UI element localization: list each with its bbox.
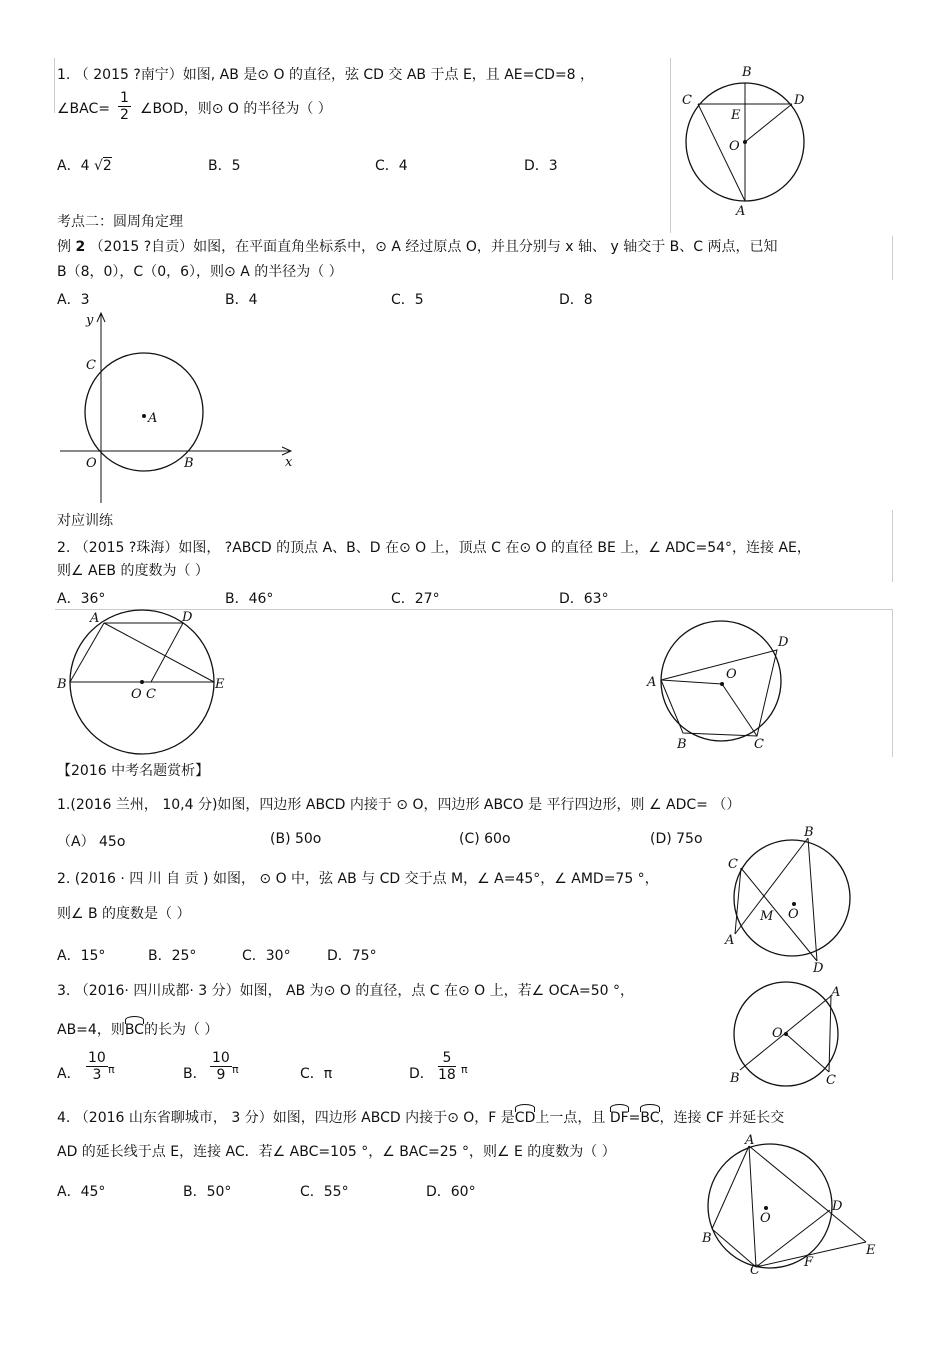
label-o: O [760,1211,771,1226]
q2-option-c: C．27° [391,591,440,607]
p4-option-b: B．50° [183,1184,232,1200]
label-d: D [794,93,805,108]
q2-figure-2 [646,618,796,758]
fraction-numerator: 10 [212,1050,230,1066]
fraction-denominator: 9 [216,1067,226,1083]
divider-line [54,58,55,113]
label-f: F [804,1255,814,1270]
label-b: B [57,677,67,692]
circle-a [85,353,203,471]
label-o: O [788,907,799,922]
segment-ac [749,1146,756,1267]
label-a: A [831,985,841,1000]
quad-abcd [661,650,777,736]
q1-line1: 1. （ 2015 ?南宁）如图, AB 是⊙ O 的直径，弦 CD 交 AB 于点 E，且 AE=CD=8 ， [57,67,595,83]
divider-line [892,510,893,582]
label-o: O [131,687,142,702]
ex2-option-c: C．5 [391,292,424,308]
p3-option-b-prefix: B． [183,1066,207,1082]
p1-option-a: （A） 45o [57,834,126,850]
label-c: C [728,857,738,872]
label-d: D [813,961,824,976]
label-o: O [772,1026,783,1041]
q2-line2: 则∠ AEB 的度数为（ ） [57,563,209,579]
label-c: C [682,93,692,108]
sqrt-symbol: √ [93,158,103,174]
q1-option-c: C．4 [375,158,408,174]
label-a: A [745,1133,755,1148]
sqrt-radicand: 2 [102,158,112,174]
label-a: A [148,411,158,426]
circle-o [734,840,850,956]
p2-figure [722,825,854,976]
p4-line1-b: 上一点，且 [535,1110,606,1126]
p4-line1-equals: = [628,1110,641,1126]
p4-line2: AD 的延长线于点 E，连接 AC．若∠ ABC=105 °，∠ BAC=25 °，则∠ E 的度数为（ ） [57,1144,616,1160]
divider-line [892,236,893,280]
label-e: E [215,677,225,692]
fraction-denominator: 2 [120,107,129,123]
label-o: O [729,139,740,154]
label-b: B [677,737,687,752]
section-2016: 【2016 中考名题赏析】 [57,763,210,779]
ex2-option-d: D．8 [559,292,593,308]
p2-option-d: D．75° [327,948,377,964]
label-d: D [778,635,789,650]
q2-line1: 2. （2015 ?珠海）如图， ?ABCD 的顶点 A、B、D 在⊙ O 上，顶点 C 在⊙ O 的直径 BE 上，∠ ADC=54°，连接 AE， [57,540,811,556]
fraction-denominator: 3 [92,1067,102,1083]
side-dc [151,623,183,682]
center-dot [140,680,144,684]
label-c: C [146,687,156,702]
center-dot [720,682,724,686]
center-dot [743,140,747,144]
p3-option-b-fraction [210,1050,232,1083]
center-dot [764,1206,768,1210]
label-m: M [760,909,774,924]
ex2-number: 2 [75,239,86,255]
label-y: y [86,313,94,328]
p3-option-a-prefix: A． [57,1066,81,1082]
label-e: E [866,1243,876,1258]
p3-option-d-prefix: D． [409,1066,434,1082]
p2-line1: 2. (2016 · 四 川 自 贡 ) 如图， ⊙ O 中，弦 AB 与 CD 交于点 M，∠ A=45°，∠ AMD=75 °， [57,871,659,887]
p4-line1-a: 4. （2016 山东省聊城市， 3 分）如图，四边形 ABCD 内接于⊙ O，F 是 [57,1110,515,1126]
p3-line2-b: 的长为（ ） [143,1022,219,1038]
ex2-line1 [57,238,778,256]
center-dot [784,1032,788,1036]
pi-symbol: π [461,1063,468,1076]
p1-option-d: (D) 75o [650,831,703,847]
fraction-numerator: 5 [438,1050,456,1067]
q1-option-d: D．3 [524,158,558,174]
arc-cd: CD [515,1106,536,1127]
p4-figure [694,1133,884,1278]
label-o: O [726,667,737,682]
label-b: B [702,1231,712,1246]
label-b: B [804,825,814,840]
p2-option-c: C．30° [242,948,291,964]
segment-od [745,104,792,142]
label-x: x [285,455,293,470]
ex2-option-a: A．3 [57,292,90,308]
ex2-line2: B（8，0），C（0，6），则⊙ A 的半径为（ ） [57,264,343,280]
label-c: C [86,358,96,373]
ex2-option-b: B．4 [225,292,258,308]
center-dot [142,414,146,418]
label-d: D [832,1199,843,1214]
pi-symbol: π [232,1063,239,1076]
p3-option-d-fraction [438,1050,456,1083]
p4-line1-d: ，连接 CF 并延长交 [659,1110,785,1126]
arc-bc: BC [125,1018,144,1039]
arc-df: DF [610,1106,629,1127]
label-b: B [184,456,194,471]
p1-option-c: (C) 60o [459,831,511,847]
center-dot [792,902,796,906]
q2-figure-1 [56,608,236,760]
fraction-numerator: 1 [120,90,129,106]
p3-line2 [57,1018,218,1039]
p3-figure [726,980,846,1090]
label-o: O [86,456,97,471]
q1-option-a [57,155,112,175]
q2-option-a: A．36° [57,591,106,607]
q1-fraction [118,90,131,123]
option-a-prefix: A．4 [57,158,90,174]
ex2-figure [58,308,303,508]
label-d: D [182,610,193,625]
p4-option-d: D．60° [426,1184,476,1200]
label-b: B [730,1071,740,1086]
p2-option-b: B．25° [148,948,197,964]
arc-bc: BC [640,1106,659,1127]
label-a: A [736,204,746,219]
pi-symbol: π [108,1063,115,1076]
p3-option-c: C．π [300,1066,333,1082]
side-ab [70,623,104,682]
label-e: E [731,108,741,123]
p3-line2-a: AB=4，则 [57,1022,125,1038]
label-a: A [90,611,100,626]
label-c: C [750,1263,760,1278]
fraction-numerator: 10 [88,1050,106,1066]
p2-option-a: A．15° [57,948,106,964]
divider-line [670,58,671,233]
label-b: B [742,65,752,80]
section-duiying: 对应训练 [57,513,113,529]
p3-option-a-fraction [86,1050,108,1083]
label-a: A [725,933,735,948]
fraction-denominator: 18 [438,1067,456,1083]
segment-oc [786,1034,829,1072]
segment-bd [808,838,817,961]
label-a: A [647,675,657,690]
chord-cd [741,868,817,961]
q1-line2-b: ∠BOD，则⊙ O 的半径为（ ） [140,101,332,117]
p2-line2: 则∠ B 的度数是（ ） [57,906,191,922]
label-c: C [826,1073,836,1088]
p1-option-b: (B) 50o [270,831,322,847]
section-kaodian2: 考点二：圆周角定理 [57,214,183,230]
segment-oc [722,684,757,736]
p4-option-a: A．45° [57,1184,106,1200]
divider-line [892,609,893,757]
q1-figure [676,62,826,222]
q2-option-d: D．63° [559,591,609,607]
segment-bc [712,1229,756,1267]
p4-option-c: C．55° [300,1184,349,1200]
label-c: C [754,737,764,752]
q2-option-b: B．46° [225,591,274,607]
ex2-label: 例 [57,239,71,255]
segment-ao [661,680,722,684]
p1-line1: 1.(2016 兰州， 10,4 分)如图，四边形 ABCD 内接于 ⊙ O，四边形 ABCO 是 平行四边形，则 ∠ ADC= （） [57,797,741,813]
q1-line2-a: ∠BAC= [57,101,110,117]
segment-ae [104,623,214,682]
ex2-text: （2015 ?自贡）如图，在平面直角坐标系中，⊙ A 经过原点 O，并且分别与 x 轴、 y 轴交于 B、C 两点，已知 [89,239,778,255]
p3-line1: 3. （2016· 四川成都· 3 分）如图， AB 为⊙ O 的直径，点 C 在⊙ O 上，若∠ OCA=50 °， [57,983,635,999]
p4-line1 [57,1106,784,1127]
q1-option-b: B．5 [208,158,241,174]
